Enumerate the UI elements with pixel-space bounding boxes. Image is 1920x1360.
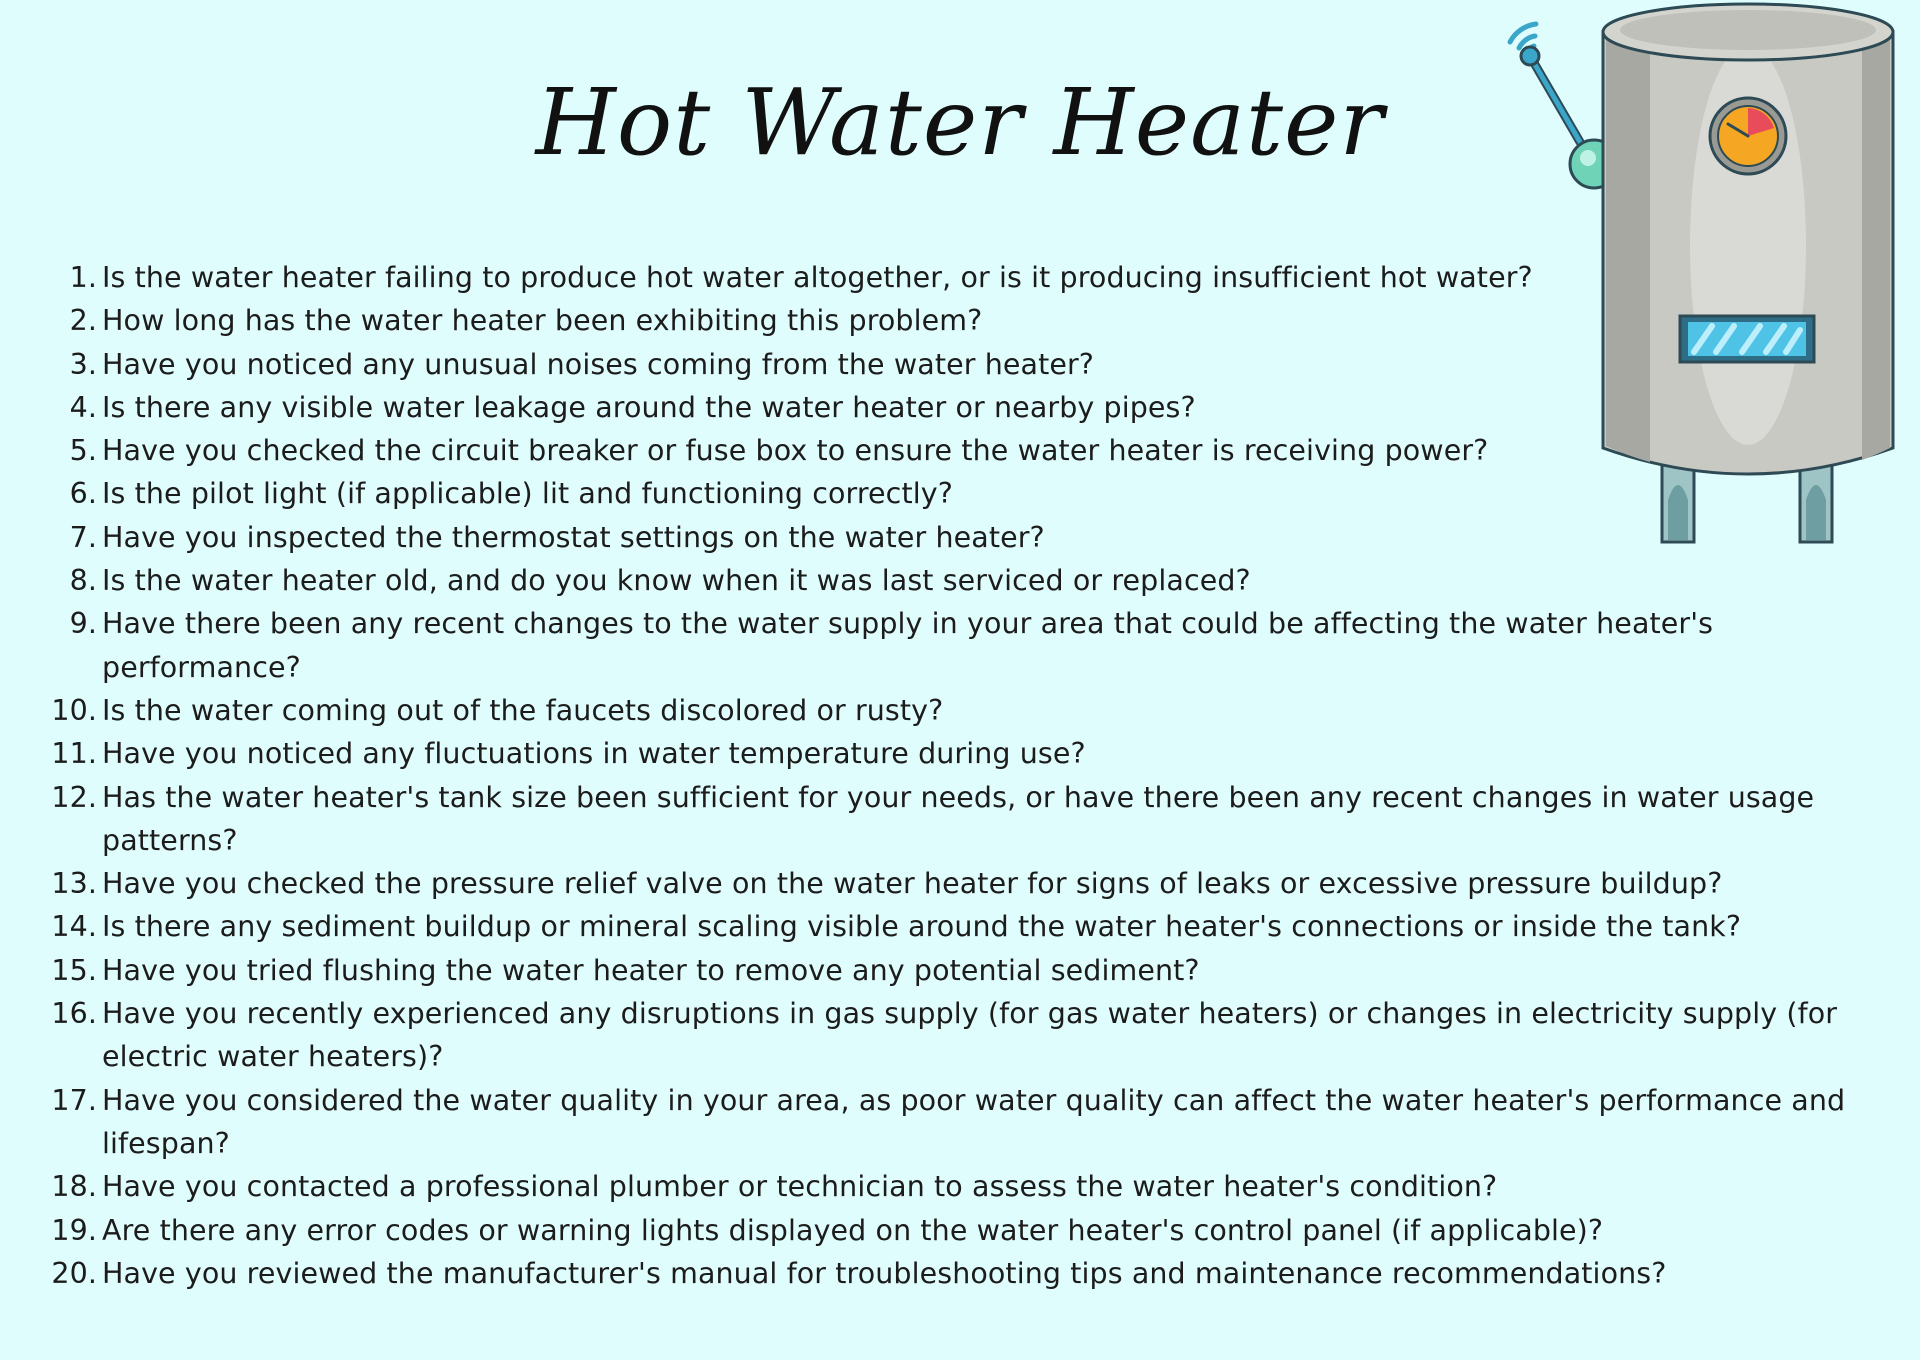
list-item (51, 949, 1860, 992)
list-item (51, 992, 1860, 1079)
item-number: 16. (51, 997, 97, 1031)
item-text: Is the water heater failing to produce hot water altogether, or is it producing insufficient hot water? (102, 261, 1533, 294)
questions-list (51, 256, 1860, 1295)
list-item (69, 602, 1860, 689)
item-text: Have there been any recent changes to the water supply in your area that could be affecting the water heater's performance? (102, 607, 1714, 684)
item-number: 18. (51, 1170, 97, 1204)
list-item (69, 343, 1860, 386)
item-text: Is the water heater old, and do you know when it was last serviced or replaced? (102, 564, 1251, 598)
item-number: 3. (69, 347, 97, 381)
item-number: 1. (69, 261, 97, 294)
item-number: 10. (51, 693, 97, 727)
item-number: 9. (69, 607, 97, 641)
list-item (51, 689, 1860, 732)
item-text: Have you considered the water quality in your area, as poor water quality can affect the water heater's performance and lifespan? (102, 1083, 1846, 1160)
list-item (69, 256, 1860, 299)
list-item (51, 1079, 1860, 1166)
item-number: 12. (51, 780, 97, 814)
item-text: Are there any error codes or warning lights displayed on the water heater's control panel (if applicable)? (102, 1213, 1604, 1247)
item-number: 2. (69, 304, 97, 338)
list-item (51, 1209, 1860, 1252)
item-text: Is there any visible water leakage around the water heater or nearby pipes? (102, 390, 1196, 424)
item-text: Is the pilot light (if applicable) lit and functioning correctly? (102, 477, 953, 511)
list-item (51, 862, 1860, 905)
item-text: Have you reviewed the manufacturer's manual for troubleshooting tips and maintenance recommendations? (102, 1256, 1667, 1290)
item-number: 17. (51, 1083, 97, 1117)
page-title: Hot Water Heater (535, 69, 1385, 176)
item-text: Have you checked the pressure relief valve on the water heater for signs of leaks or excessive pressure buildup? (102, 867, 1723, 901)
list-item (69, 559, 1860, 602)
item-text: How long has the water heater been exhibiting this problem? (102, 304, 983, 338)
item-number: 4. (69, 390, 97, 424)
item-text: Have you checked the circuit breaker or fuse box to ensure the water heater is receiving power? (102, 434, 1489, 468)
item-text: Have you noticed any unusual noises coming from the water heater? (102, 347, 1095, 381)
list-item (51, 1165, 1860, 1208)
item-number: 20. (51, 1256, 97, 1290)
list-item (51, 905, 1860, 948)
item-text: Have you tried flushing the water heater to remove any potential sediment? (102, 953, 1200, 987)
item-text: Is the water coming out of the faucets discolored or rusty? (102, 693, 944, 727)
item-text: Is there any sediment buildup or mineral scaling visible around the water heater's connections or inside the tank? (102, 910, 1742, 944)
list-item (69, 386, 1860, 429)
item-text: Have you contacted a professional plumber or technician to assess the water heater's condition? (102, 1170, 1498, 1204)
item-number: 8. (69, 564, 97, 598)
item-text: Have you noticed any fluctuations in water temperature during use? (102, 737, 1086, 771)
item-number: 11. (51, 737, 97, 771)
item-number: 15. (51, 953, 97, 987)
item-text: Has the water heater's tank size been sufficient for your needs, or have there been any recent changes in water usage patterns? (102, 780, 1815, 857)
item-number: 13. (51, 867, 97, 901)
item-number: 5. (69, 434, 97, 468)
list-item (51, 1252, 1860, 1295)
list-item (69, 516, 1860, 559)
item-number: 19. (51, 1213, 97, 1247)
list-item (69, 299, 1860, 342)
list-item (51, 732, 1860, 775)
list-item (69, 429, 1860, 472)
item-number: 7. (69, 520, 97, 554)
list-item (51, 776, 1860, 863)
item-number: 14. (51, 910, 97, 944)
item-text: Have you recently experienced any disruptions in gas supply (for gas water heaters) or changes in electricity supply (for electric water heaters)? (102, 997, 1838, 1074)
item-number: 6. (69, 477, 97, 511)
item-text: Have you inspected the thermostat settings on the water heater? (102, 520, 1045, 554)
list-item (69, 472, 1860, 515)
